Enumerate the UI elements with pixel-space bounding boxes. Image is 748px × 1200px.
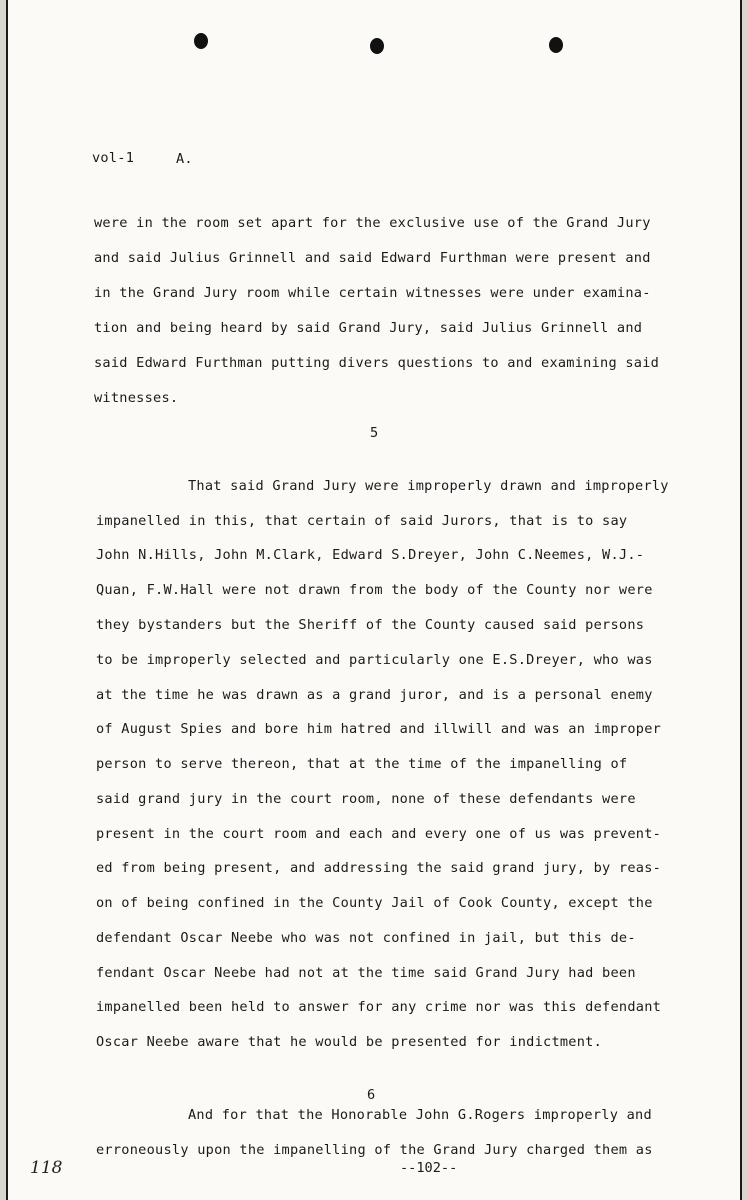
text-line: person to serve thereon, that at the time of the impanelling of xyxy=(96,756,628,772)
text-line: ed from being present, and addressing the said grand jury, by reas- xyxy=(96,860,662,876)
text-line: were in the room set apart for the exclusive use of the Grand Jury xyxy=(94,215,651,231)
text-line: That said Grand Jury were improperly drawn and improperly xyxy=(188,478,669,494)
text-line: fendant Oscar Neebe had not at the time said Grand Jury had been xyxy=(96,965,636,981)
text-line: in the Grand Jury room while certain witnesses were under examina- xyxy=(94,285,651,301)
text-line: tion and being heard by said Grand Jury, said Julius Grinnell and xyxy=(94,320,643,336)
text-line: said grand jury in the court room, none of these defendants were xyxy=(96,791,636,807)
section-number: 6 xyxy=(367,1087,376,1103)
text-line: to be improperly selected and particularly one E.S.Dreyer, who was xyxy=(96,652,653,668)
punch-hole xyxy=(549,37,563,53)
text-line: erroneously upon the impanelling of the Grand Jury charged them as xyxy=(96,1142,653,1158)
text-line: And for that the Honorable John G.Rogers improperly and xyxy=(188,1107,652,1123)
punch-hole xyxy=(194,33,208,49)
text-line: and said Julius Grinnell and said Edward Furthman were present and xyxy=(94,250,651,266)
document-page xyxy=(6,0,742,1200)
handwritten-margin-number: 118 xyxy=(30,1158,63,1178)
text-line: of August Spies and bore him hatred and illwill and was an improper xyxy=(96,721,662,737)
text-line: on of being confined in the County Jail of Cook County, except the xyxy=(96,895,653,911)
punch-hole xyxy=(370,38,384,54)
text-line: present in the court room and each and every one of us was prevent- xyxy=(96,826,662,842)
text-line: they bystanders but the Sheriff of the County caused said persons xyxy=(96,617,645,633)
page-number: --102-- xyxy=(400,1160,458,1176)
text-line: said Edward Furthman putting divers questions to and examining said xyxy=(94,355,660,371)
section-number: 5 xyxy=(370,425,379,441)
text-line: witnesses. xyxy=(94,390,179,406)
text-line: defendant Oscar Neebe who was not confined in jail, but this de- xyxy=(96,930,636,946)
text-line: John N.Hills, John M.Clark, Edward S.Dreyer, John C.Neemes, W.J.- xyxy=(96,547,645,563)
text-line: impanelled in this, that certain of said Jurors, that is to say xyxy=(96,513,628,529)
text-line: impanelled been held to answer for any crime nor was this defendant xyxy=(96,999,662,1015)
volume-label: vol-1 xyxy=(92,150,135,166)
text-line: at the time he was drawn as a grand juror, and is a personal enemy xyxy=(96,687,653,703)
text-line: Oscar Neebe aware that he would be presented for indictment. xyxy=(96,1034,603,1050)
section-letter: A. xyxy=(176,151,193,167)
text-line: Quan, F.W.Hall were not drawn from the body of the County nor were xyxy=(96,582,653,598)
